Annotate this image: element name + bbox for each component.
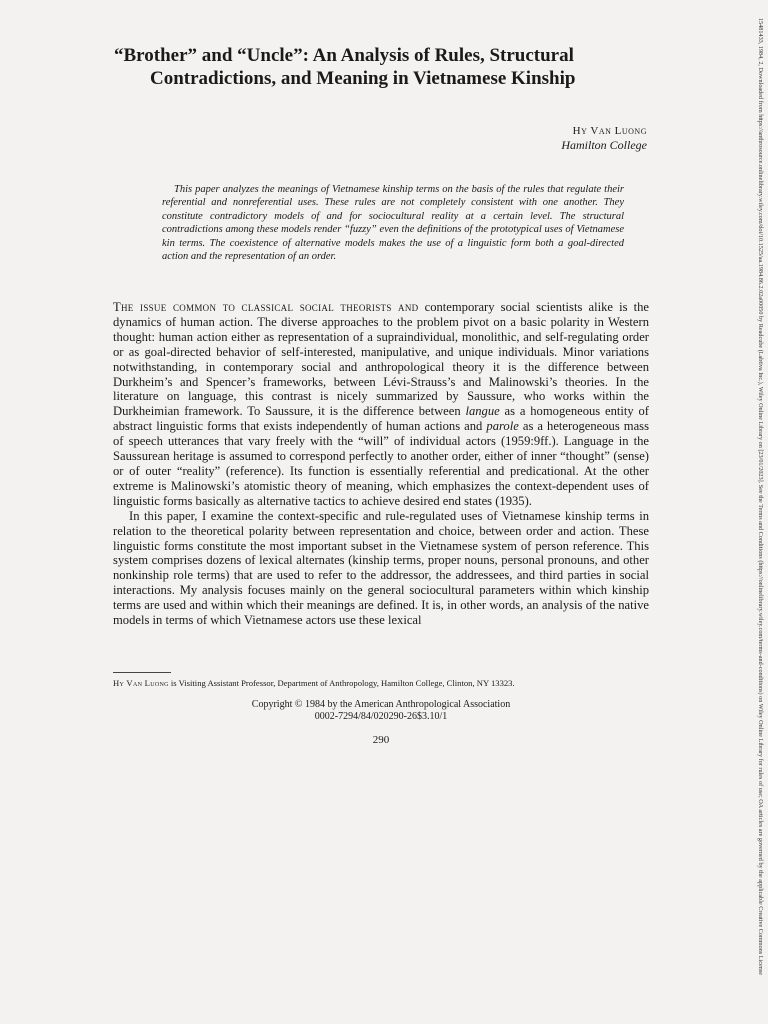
title-line-1: “Brother” and “Uncle”: An Analysis of Rules, Structural [114, 45, 574, 66]
p1-text-a: contemporary social scientists alike is the dynamics of human action. The diverse approaches to the problem pivot on a basic polarity in Western thought: human action either as representation of a supraindividual, monolithic, and self-regulating order or as goal-directed behavior of self-interested, manipulative, and unique individuals. Minor variations notwithstanding, in contemporary social and anthropological theory it is the difference between Durkheim’s and Spencer’s frameworks, between Lévi-Strauss’s and Malinowski’s theories. In the literature on language, this contrast is nicely summarized by Saussure, who works within the Durkheimian framework. To Saussure, it is the difference between [113, 300, 649, 419]
body-paragraph-2: In this paper, I examine the context-specific and rule-regulated uses of Vietnamese kinship terms in relation to the theoretical polarity between representation and choice, between order and action. These linguistic forms constitute the most important subset in the Vietnamese system of person reference. This system comprises dozens of lexical alternates (kinship terms, proper nouns, personal pronouns, and other nonkinship role terms) that are used to refer to the addressor, the addressees, and third parties in social interactions. My analysis focuses mainly on the general sociocultural parameters within which kinship terms are used and within which their meanings are defined. It is, in other words, an analysis of the native models in terms of which Vietnamese actors use these lexical [113, 508, 649, 628]
author-footnote [113, 678, 673, 689]
abstract: This paper analyzes the meanings of Vietnamese kinship terms on the basis of the rules that regulate their referential and nonreferential uses. These rules are not completely consistent with one another. They constitute contradictory models of and for sociocultural reality at a certain level. The structural contradictions among these models render “fuzzy” even the definitions of the prototypical uses of Vietnamese kin terms. The coexistence of alternative models makes the use of a linguistic form both a goal-directed action and the representation of an order. [162, 184, 624, 263]
copyright-notice [113, 699, 649, 723]
author-block [347, 124, 647, 152]
paragraph-lead-in: The issue common to classical social theorists and [113, 300, 419, 314]
article-title [108, 44, 628, 90]
page-number: 290 [372, 734, 390, 746]
download-watermark-text: 15481433, 1984, 2, Downloaded from https://anthrosource.onlinelibrary.wiley.com/doi/10.1525/aa.1984.86.2.02a00050 by Readcube (Labtiva Inc.), Wiley Online Library on [23/01/2023]. See the Terms and Conditions (https://onlinelibrary.wiley.com/terms-and-conditions) on Wiley Online Library for rules of use; OA articles are governed by the applicable Creative Commons License [757, 18, 764, 975]
author-name: Hy Van Luong [572, 125, 647, 137]
title-line-2: Contradictions, and Meaning in Vietnamese Kinship [150, 68, 576, 89]
footnote-divider [113, 672, 171, 673]
p1-text-b: as a homogeneous entity of abstract linguistic forms that exists independently of human actions and [113, 404, 649, 434]
author-institution: Hamilton College [561, 138, 647, 152]
download-watermark [754, 18, 764, 1008]
issn-line: 0002-7294/84/020290-26$3.10/1 [314, 711, 448, 722]
footnote-text: is Visiting Assistant Professor, Department of Anthropology, Hamilton College, Clinton, NY 13323. [168, 678, 515, 688]
term-langue: langue [465, 404, 500, 419]
article-body [113, 300, 649, 628]
copyright-line: Copyright © 1984 by the American Anthropological Association [251, 699, 511, 710]
term-parole: parole [486, 419, 519, 434]
body-paragraph-1 [113, 300, 649, 509]
footnote-author: Hy Van Luong [113, 678, 169, 688]
p1-text-c: as a heterogeneous mass of speech utterances that vary freely with the “will” of individual actors (1959:9ff.). Language in the Saussurean heritage is assumed to correspond perfectly to another order, either of inner “thought” (sense) or of outer “reality” (reference). Its function is essentially referential and predicational. At the other extreme is Malinowski’s atomistic theory of meaning, which emphasizes the context-dependent uses of linguistic forms basically as alternative tactics to achieve desired end states (1935). [113, 419, 649, 508]
